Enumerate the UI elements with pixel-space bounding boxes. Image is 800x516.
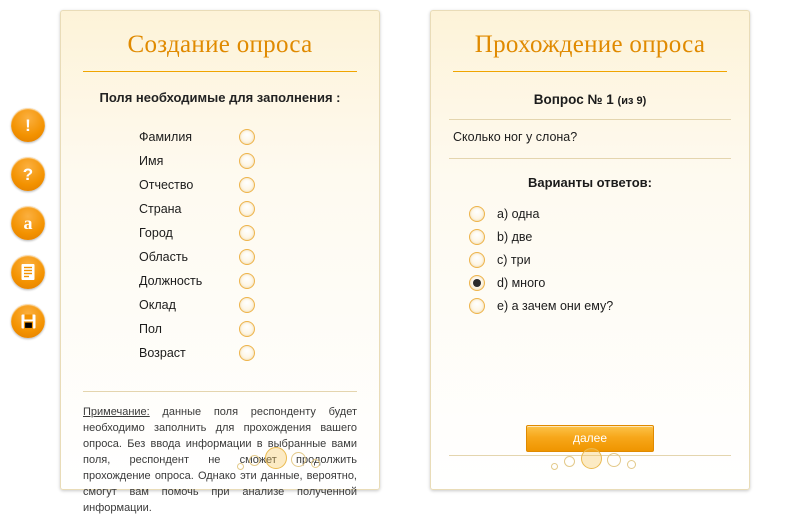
create-survey-panel [60,10,380,514]
field-label: Область [139,250,189,264]
field-toggle-patronymic[interactable] [239,177,255,193]
field-label: Имя [139,154,164,168]
bubble-icon [291,452,306,467]
icon-rail [8,108,48,338]
list-item[interactable] [139,197,379,221]
note-text: данные поля респонденту будет необходимо заполнить для прохождения вашего опроса. Без ввода информации в выбранные вами поля, респондент не сможет продолжить прохождение опроса. Однако эти данные, вероятно, смогут вам помочь при анализе полученной информации. [83,406,357,514]
list-item[interactable] [469,225,749,248]
note-label: Примечание: [83,406,150,418]
list-item[interactable] [139,149,379,173]
document-icon[interactable] [11,255,45,289]
list-item[interactable] [139,269,379,293]
font-icon[interactable] [11,206,45,240]
answer-radio-d[interactable] [469,275,485,291]
list-item[interactable] [139,221,379,245]
required-fields-heading: Поля необходимые для заполнения : [99,90,341,105]
field-label: Пол [139,322,162,336]
question-divider-bottom [449,158,731,159]
answers-list [431,202,749,317]
field-toggle-region[interactable] [239,249,255,265]
field-label: Фамилия [139,130,193,144]
help-icon[interactable] [11,157,45,191]
field-label: Возраст [139,346,186,360]
bubble-decoration-right [431,445,749,479]
field-toggle-salary[interactable] [239,297,255,313]
save-icon[interactable] [11,304,45,338]
title-divider [83,71,357,72]
answer-radio-c[interactable] [469,252,485,268]
answer-radio-b[interactable] [469,229,485,245]
bubble-icon [249,455,260,466]
list-item[interactable] [139,125,379,149]
field-label: Страна [139,202,182,216]
alert-icon[interactable] [11,108,45,142]
bubble-icon [551,463,558,470]
field-toggle-country[interactable] [239,201,255,217]
question-number: Вопрос № 1 [533,92,614,107]
bubble-decoration-left [61,445,379,479]
page-title-take: Прохождение опроса [474,31,706,58]
field-toggle-position[interactable] [239,273,255,289]
bubble-icon [237,463,244,470]
answer-radio-e[interactable] [469,298,485,314]
list-item[interactable] [469,248,749,271]
question-divider-top [449,119,731,120]
answer-label: c) три [497,252,531,267]
next-button[interactable]: далее [526,425,654,452]
field-toggle-age[interactable] [239,345,255,361]
question-header [431,92,749,107]
list-item[interactable] [139,245,379,269]
bubble-icon [627,460,636,469]
field-toggle-name[interactable] [239,153,255,169]
alert-icon-glyph: ! [25,115,31,135]
note-divider [83,391,357,392]
list-item[interactable] [469,271,749,294]
answer-label: e) а зачем они ему? [497,298,614,313]
field-label: Отчество [139,178,194,192]
page-title-create: Создание опроса [127,31,313,58]
list-item[interactable] [469,294,749,317]
take-survey-panel [430,10,750,490]
bubble-icon [311,459,320,468]
answer-radio-a[interactable] [469,206,485,222]
font-icon-glyph: a [23,213,33,233]
answer-label: b) две [497,229,533,244]
field-toggle-city[interactable] [239,225,255,241]
list-item[interactable] [469,202,749,225]
answer-label: d) много [497,275,546,290]
field-label: Должность [139,274,203,288]
bubble-icon [564,456,575,467]
list-item[interactable] [139,293,379,317]
list-item[interactable] [139,317,379,341]
list-item[interactable] [139,173,379,197]
answers-heading: Варианты ответов: [527,175,653,190]
field-label: Оклад [139,298,176,312]
title-divider [453,71,727,72]
list-item[interactable] [139,341,379,365]
field-toggle-surname[interactable] [239,129,255,145]
bubble-icon [581,448,602,469]
answer-label: a) одна [497,206,540,221]
field-toggle-gender[interactable] [239,321,255,337]
bubble-icon [265,447,287,469]
question-text: Сколько ног у слона? [453,130,578,144]
required-fields-list [61,125,379,365]
question-counter: (из 9) [617,95,647,107]
bubble-icon [607,453,621,467]
field-label: Город [139,226,173,240]
help-icon-glyph: ? [22,164,34,184]
